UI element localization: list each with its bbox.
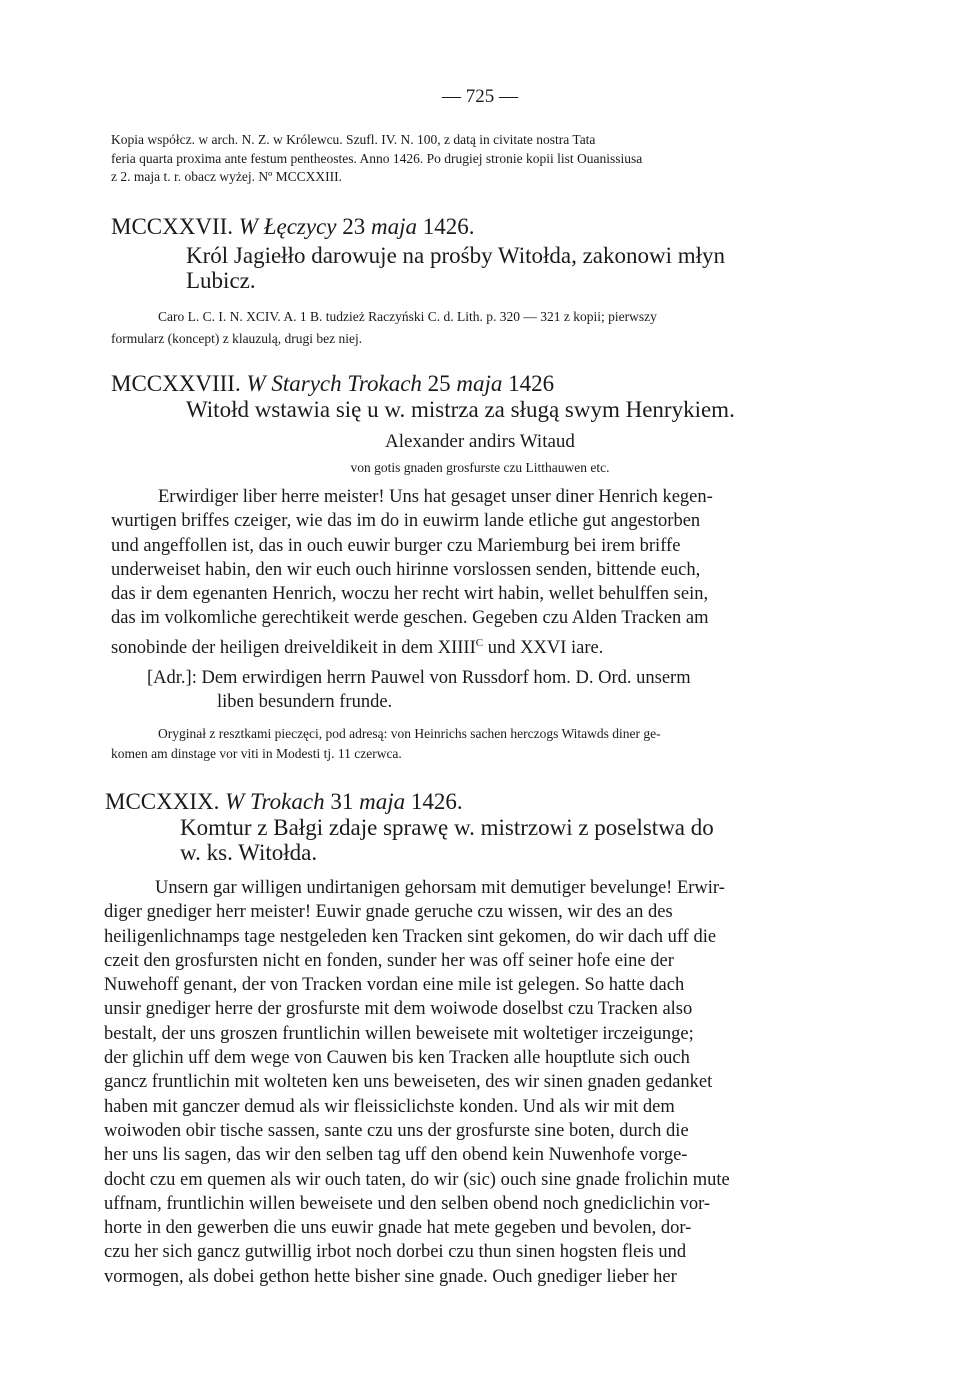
document-heading-1329 (105, 790, 463, 814)
document-year: 1426. (410, 789, 463, 814)
letter-body-1328 (111, 485, 855, 660)
document-heading-1327 (111, 215, 474, 239)
document-month: maja (359, 789, 406, 814)
document-year: 1426. (422, 214, 475, 239)
body-line: bestalt, der uns groszen fruntlichin willen beweisete mit woltetiger irczeigunge; (104, 1023, 694, 1044)
body-line-text: sonobinde der heiligen dreiveldikeit in dem XIIII (111, 637, 476, 658)
top-source-note (111, 131, 855, 187)
body-line: das ir dem egenanten Henrich, woczu her recht wirt habin, wellet behulffen sein, (111, 584, 709, 605)
summary-line: Lubicz. (186, 268, 256, 293)
document-number: MCCXXVII. (111, 214, 234, 239)
body-line: haben mit ganczer demud als wir fleissiclichste konden. Und als wir mit dem (104, 1096, 675, 1117)
body-line: das im volkomliche gerechtikeit werde geschen. Gegeben czu Alden Tracken am (111, 608, 709, 629)
source-note-1328 (111, 724, 856, 764)
address-line: liben besundern frunde. (217, 692, 393, 713)
address-1328 (147, 666, 855, 715)
document-summary-1327-cont (186, 268, 854, 293)
document-summary-1328 (186, 397, 735, 422)
body-line: horte in den gewerben die uns euwir gnade hat mete gegeben und bevolen, dor- (104, 1218, 692, 1239)
document-place: W Łęczycy (238, 214, 337, 239)
document-month: maja (456, 371, 503, 396)
document-number: MCCXXVIII. (111, 371, 241, 396)
body-line: underweiset habin, den wir euch ouch hirinne vorslossen senden, bittende euch, (111, 559, 701, 580)
body-line (111, 631, 855, 660)
document-place: W Starych Trokach (246, 371, 422, 396)
note-line: komen am dinstage vor viti in Modesti tj. 11 czerwca. (111, 746, 402, 761)
body-line: heiligenlichnamps tage nestgeleden ken Tracken sint gekomen, do wir dach uff die (104, 926, 717, 947)
summary-line: Witołd wstawia się u w. mistrza za sługą swym Henrykiem. (186, 397, 735, 422)
source-note-1327 (158, 306, 856, 328)
body-line: docht czu em quemen als wir ouch taten, do wir (sic) ouch sine gnade frolichin mute (104, 1169, 730, 1190)
document-year: 1426 (508, 371, 555, 396)
body-line: diger gnediger herr meister! Euwir gnade geruche czu wissen, wir des an des (104, 902, 673, 923)
body-line: unsir gnediger herre der grosfurste mit dem woiwode doselbst czu Tracken also (104, 999, 693, 1020)
body-line: vormogen, als dobei gethon hette bisher sine gnade. Ouch gnediger lieber her (104, 1266, 677, 1287)
body-line: der glichin uff dem wege von Cauwen bis ken Tracken alle houptlute sich ouch (104, 1048, 690, 1069)
sender-line-1: Alexander andirs Witaud (385, 431, 575, 452)
address-line: [Adr.]: Dem erwirdigen herrn Pauwel von Russdorf hom. D. Ord. unserm (147, 668, 691, 688)
page-number: — 725 — (442, 86, 518, 107)
document-number: MCCXXIX. (105, 789, 220, 814)
body-line: Erwirdiger liber herre meister! Uns hat gesaget unser diner Henrich kegen- (158, 487, 713, 507)
body-line-text: und XXVI iare. (487, 637, 604, 658)
body-line: wurtigen briffes czeiger, wie das im do in euwirm lande etliche gut angestorben (111, 511, 701, 532)
body-line: czu her sich gancz gutwillig irbot noch dorbei czu thun sinen hogsten fleis und (104, 1242, 687, 1263)
summary-line: w. ks. Witołda. (180, 840, 318, 865)
body-line: czeit den grosfursten nicht en fonden, sunder her was off seiner hofe eine der (104, 950, 674, 971)
body-line: Unsern gar willigen undirtanigen gehorsam mit demutiger bevelunge! Erwir- (155, 878, 725, 898)
summary-line: Komtur z Bałgi zdaje sprawę w. mistrzowi z poselstwa do (180, 815, 714, 840)
document-day: 31 (330, 789, 354, 814)
body-line: uffnam, fruntlichin willen beweisete und den selben obend noch gnediclichin vor- (104, 1193, 711, 1214)
body-line: woiwoden obir tische sassen, sante czu uns der grosfurste sine boten, durch die (104, 1120, 689, 1141)
body-line: und angeffollen ist, das in ouch euwir burger czu Mariemburg bei irem briffe (111, 535, 681, 556)
note-line: formularz (koncept) z klauzulą, drugi bez niej. (111, 331, 363, 346)
note-line: feria quarta proxima ante festum pentheostes. Anno 1426. Po drugiej stronie kopii list Ouanissiusa (111, 150, 643, 166)
superscript-c: C (475, 636, 484, 649)
sender-line-2: von gotis gnaden grosfurste czu Litthauwen etc. (350, 460, 610, 475)
body-line: Nuwehoff genant, der von Tracken vordan eine mile ist gelegen. So hatte dach (104, 975, 685, 996)
note-line: z 2. maja t. r. obacz wyżej. Nº MCCXXIII. (111, 169, 342, 184)
document-day: 25 (427, 371, 451, 396)
document-heading-1328 (111, 372, 554, 396)
summary-line: Król Jagiełło darowuje na prośby Witołda, zakonowi młyn (186, 243, 726, 268)
document-month: maja (370, 214, 417, 239)
document-summary-1329-cont (180, 840, 850, 865)
note-line: Oryginał z resztkami pieczęci, pod adresą: von Heinrichs sachen herczogs Witawds diner ge- (158, 726, 661, 741)
body-line: gancz fruntlichin mit wolteten ken uns beweiseten, des wir sinen gnaden gedanket (104, 1072, 713, 1093)
document-summary-1327 (186, 243, 854, 268)
document-place: W Trokach (225, 789, 325, 814)
body-line: her uns lis sagen, das wir den selben tag uff den obend kein Nuwenhofe vorge- (104, 1145, 688, 1166)
letter-body-1329 (104, 876, 848, 1289)
source-note-1327-cont (111, 328, 856, 350)
document-summary-1329 (180, 815, 850, 840)
note-line: Caro L. C. I. N. XCIV. A. 1 B. tudzież Raczyński C. d. Lith. p. 320 — 321 z kopii; pierwszy (158, 309, 657, 324)
document-day: 23 (342, 214, 366, 239)
note-line: Kopia współcz. w arch. N. Z. w Królewcu. Szufl. IV. N. 100, z datą in civitate nostra Tata (111, 132, 596, 147)
